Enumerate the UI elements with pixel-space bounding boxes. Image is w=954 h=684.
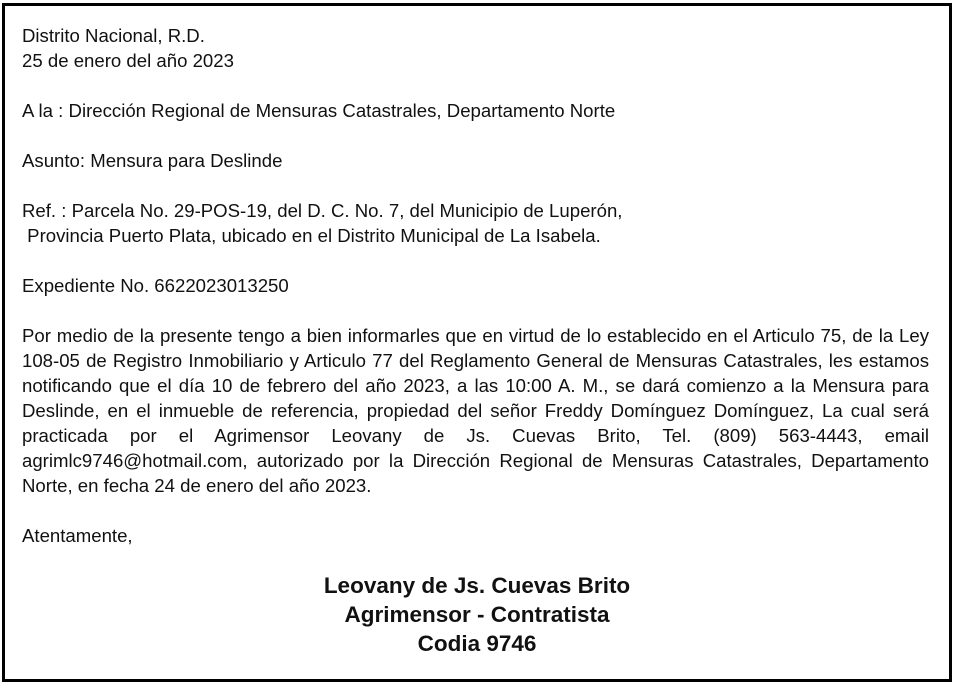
signature-codia: Codia 9746	[417, 631, 537, 656]
letter-recipient: A la : Dirección Regional de Mensuras Catastrales, Departamento Norte	[22, 100, 616, 121]
letter-file-number: Expediente No. 6622023013250	[22, 275, 289, 296]
spacer	[22, 298, 929, 323]
letter-place: Distrito Nacional, R.D.	[22, 25, 205, 46]
spacer	[22, 73, 929, 98]
spacer	[22, 123, 929, 148]
letter-content	[22, 23, 929, 548]
letter-closing: Atentamente,	[22, 525, 133, 546]
notice-frame	[2, 3, 952, 682]
letter-subject: Asunto: Mensura para Deslinde	[22, 150, 283, 171]
signature-name: Leovany de Js. Cuevas Brito	[323, 573, 631, 598]
spacer	[22, 173, 929, 198]
letter-date: 25 de enero del año 2023	[22, 50, 234, 71]
letter-body: Por medio de la presente tengo a bien informarles que en virtud de lo establecido en el Articulo 75, de la Ley 108-05 de Registro Inmobiliario y Articulo 77 del Reglamento General de Mensuras Catastrales, les estamos notificando que el día 10 de febrero del año 2023, a las 10:00 A. M., se dará comienzo a la Mensura para Deslinde, en el inmueble de referencia, propiedad del señor Freddy Domínguez Domínguez, La cual será practicada por el Agrimensor Leovany de Js. Cuevas Brito, Tel. (809) 563-4443, email agrimlc9746@hotmail.com, autorizado por la Dirección Regional de Mensuras Catastrales, Departamento Norte, en fecha 24 de enero del año 2023.	[22, 325, 929, 496]
signature-title: Agrimensor - Contratista	[344, 602, 610, 627]
spacer	[22, 248, 929, 273]
spacer	[22, 498, 929, 523]
signature-block	[5, 571, 949, 658]
letter-reference-line-2: Provincia Puerto Plata, ubicado en el Distrito Municipal de La Isabela.	[22, 225, 601, 246]
letter-reference-line-1: Ref. : Parcela No. 29-POS-19, del D. C. No. 7, del Municipio de Luperón,	[22, 200, 623, 221]
